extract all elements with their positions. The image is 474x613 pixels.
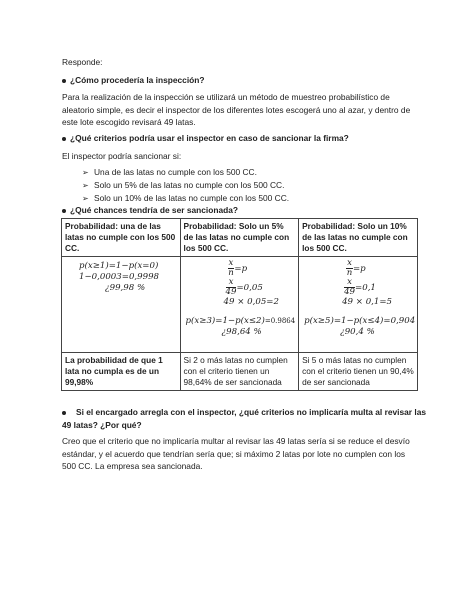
paragraph-1: Para la realización de la inspección se utilizará un método de muestreo probabilístico de aleatorio simple, es decir el inspector de los diferentes lotes escogerá uno al azar, y dentro de este lote escogido revisará 49 latas. <box>62 92 411 127</box>
table-header-cell: Probabilidad: Solo un 5% de las latas no cumple con los 500 CC. <box>180 219 299 257</box>
math-line: p(x≥1)=1−p(x=0) <box>79 261 159 271</box>
criteria-list <box>82 166 289 205</box>
question-2-text: ¿Qué criterios podría usar el inspector en caso de sancionar la firma? <box>70 133 349 143</box>
table-cell-math-1 <box>62 257 181 353</box>
arrow-bullet-icon: ➢ <box>82 168 89 177</box>
question-2 <box>62 132 422 145</box>
list-item: ➢ Solo un 5% de las latas no cumple con los 500 CC. <box>82 180 285 190</box>
math-line: 49 × 0,05=2 <box>223 297 279 307</box>
math-line: $\frac{x}{49}$ =0,05 <box>225 277 263 297</box>
math-line: ¿98,64 % <box>221 327 262 337</box>
question-4-text: Si el encargado arregla con el inspector, ¿qué criterios no implicaría multa al revisar las 49 latas? ¿Por qué? <box>62 407 427 430</box>
table-header-cell: Probabilidad: Solo un 10% de las latas no cumple con los 500 CC. <box>299 219 418 257</box>
list-item: ➢ Solo un 10% de las latas no cumple con los 500 CC. <box>82 193 290 203</box>
list-item: ➢ Una de las latas no cumple con los 500 CC. <box>82 167 257 177</box>
table-row <box>62 257 418 353</box>
math-line: $\frac{x}{49}$ =0,1 <box>344 277 376 297</box>
arrow-bullet-icon: ➢ <box>82 194 89 203</box>
table-footer-cell: La probabilidad de que 1 lata no cumpla es de un 99,98% <box>62 353 181 391</box>
table-row <box>62 353 418 391</box>
probability-table <box>61 218 418 391</box>
math-line: ¿90,4 % <box>340 327 375 337</box>
bullet-icon <box>62 209 66 213</box>
table-footer-cell: Si 2 o más latas no cumplen con el criterio tienen un 98,64% de ser sancionada <box>180 353 299 391</box>
question-1 <box>62 74 422 87</box>
paragraph-2: El inspector podría sancionar si: <box>62 151 182 161</box>
question-1-text: ¿Cómo procedería la inspección? <box>70 75 205 85</box>
paragraph-4: Creo que el criterio que no implicaría multar al revisar las 49 latas sería si se reduce el desvío estándar, y el acuerdo que tendrían sería que; si máximo 2 latas por lote no cumplen con los 500 CC. La empresa sea sancionada. <box>62 436 410 471</box>
math-line: p(x≥3)=1−p(x≤2)=0.9864 <box>185 316 296 326</box>
table-row <box>62 219 418 257</box>
math-line: ¿99,98 % <box>105 283 146 293</box>
responde-label: Responde: <box>62 57 103 67</box>
table-cell-math-3 <box>299 257 418 353</box>
math-line: $\frac{x}{n}$ =p <box>228 258 248 278</box>
math-line: p(x≥5)=1−p(x≤4)=0,904 <box>304 316 416 326</box>
math-line: 1−0,0003=0,9998 <box>79 272 160 282</box>
table-cell-math-2 <box>180 257 299 353</box>
bullet-icon <box>62 137 66 141</box>
question-3 <box>62 204 422 217</box>
math-line: 49 × 0,1=5 <box>342 297 393 307</box>
bullet-icon <box>62 79 66 83</box>
table-header-cell: Probabilidad: una de las latas no cumple con los 500 CC. <box>62 219 181 257</box>
bullet-icon <box>62 411 66 415</box>
arrow-bullet-icon: ➢ <box>82 181 89 190</box>
question-4 <box>62 406 432 431</box>
question-3-text: ¿Qué chances tendría de ser sancionada? <box>70 205 239 215</box>
math-line: $\frac{x}{n}$ =p <box>346 258 366 278</box>
table-footer-cell: Si 5 o más latas no cumplen con el criterio tienen un 90,4% de ser sancionada <box>299 353 418 391</box>
